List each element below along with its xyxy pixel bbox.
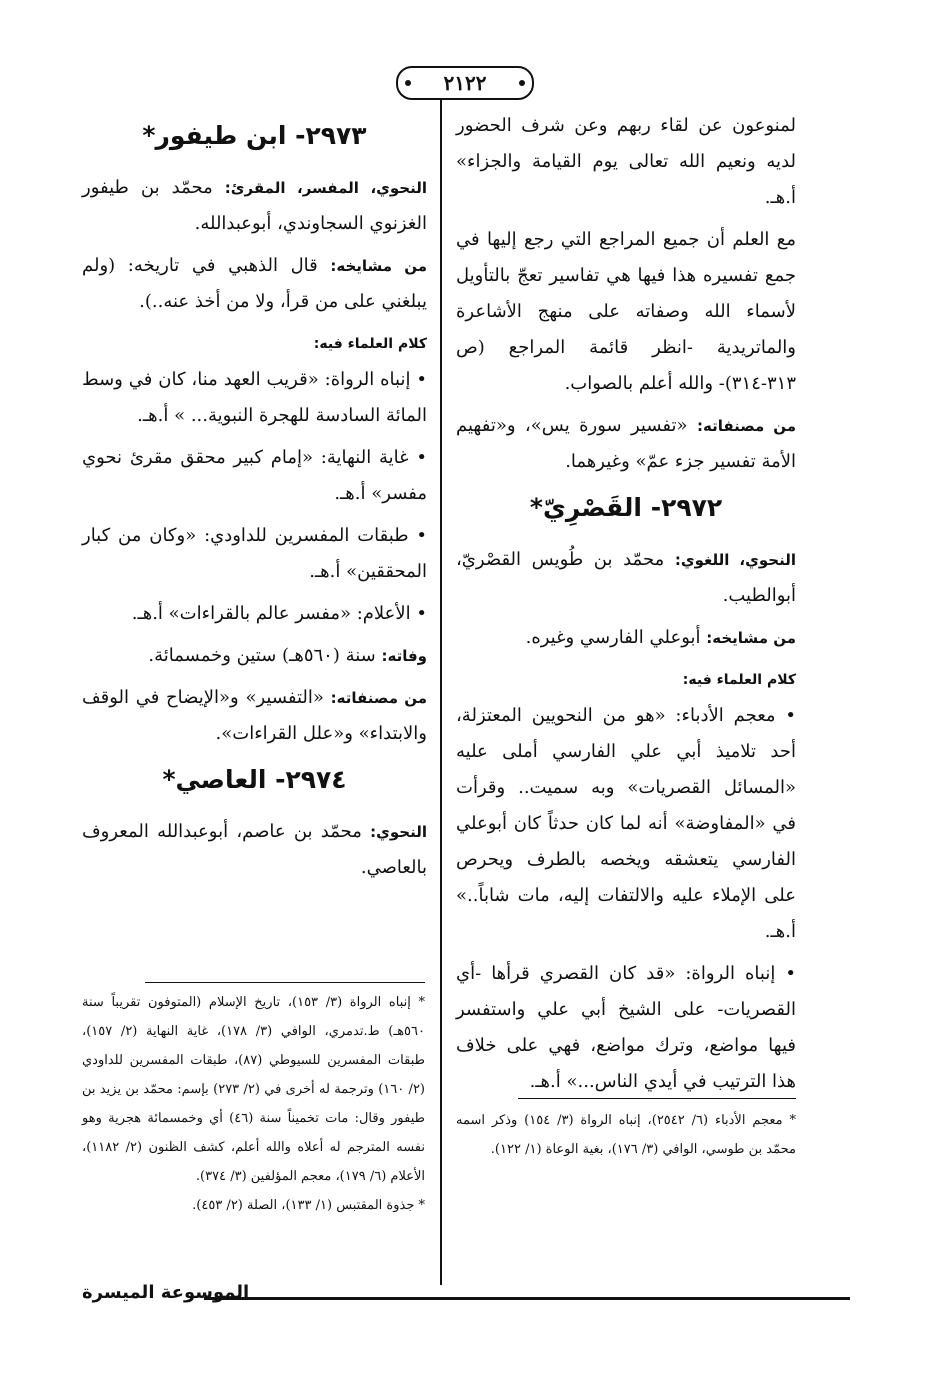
- entry-paragraph: [82, 170, 427, 242]
- label: من مشايخه:: [330, 257, 427, 275]
- text: محمّد بن طيفور الغزنوي السجاوندي، أبوعبدالله.: [82, 177, 427, 234]
- page-number: ٢١٢٢: [396, 66, 534, 100]
- entry-paragraph: [82, 248, 427, 320]
- quote-paragraph: • إنباه الرواة: «قد كان القصري قرأها -أي القصريات- على الشيخ أبي علي واستفسر فيها مواضع، وترك مواضع، فهي على خلاف هذا الترتيب في أيدي الناس...» أ.هـ.: [456, 963, 796, 1092]
- footnote-rule: [145, 982, 425, 983]
- entry-paragraph: [82, 638, 427, 674]
- works-paragraph: [456, 408, 796, 480]
- quote-paragraph: • معجم الأدباء: «هو من النحويين المعتزلة، أحد تلاميذ أبي علي الفارسي أملى عليه «المسائل القصريات» وبه سميت.. وقرأت في «المفاوضة» أنه لما كان حدثاً كان أبوعلي الفارسي يتعشقه ويخصه بالطرف ويحرص على الإملاء عليه والالتفات إليه، مات شاباً..» أ.هـ.: [456, 705, 796, 942]
- text: أبوعلي الفارسي وغيره.: [525, 627, 701, 648]
- left-column: [82, 108, 427, 892]
- label: النحوي، اللغوي:: [674, 551, 796, 569]
- footnote: * معجم الأدباء (٦/ ٢٥٤٢)، إنباه الرواة (٣/ ١٥٤) وذكر اسمه محمّد بن طوسي، الوافي (٣/ ١٧٦)، بغية الوعاة (١/ ١٢٢).: [456, 1113, 796, 1157]
- footnote: * إنباه الرواة (٣/ ١٥٣)، تاريخ الإسلام (المتوفون تقريباً سنة ٥٦٠هـ) ط.تدمري، الوافي (٣/ ١٧٨)، غاية النهاية (٢/ ١٥٧)، طبقات المفسرين للسيوطي (٨٧)، طبقات المفسرين للداودي (٢/ ١٦٠) وترجمة له أخرى في (٢/ ٢٧٣) بإسم: محمّد بن يزيد بن طيفور وقال: مات تخميناً سنة (٤٦) أي وخمسمائة هجرية وهو نفسه المترجم له أعلاه والله أعلم، كشف الظنون (٢/ ١١٨٢)، الأعلام (٦/ ١٧٩)، معجم المؤلفين (٣/ ٣٧٤).: [82, 995, 426, 1184]
- quote-paragraph: • إنباه الرواة: «قريب العهد منا، كان في وسط المائة السادسة للهجرة النبوية... » أ.هـ.: [82, 369, 427, 426]
- right-column: [456, 108, 796, 1106]
- label: من مصنفاته:: [330, 689, 427, 707]
- label: من مشايخه:: [706, 629, 796, 647]
- entry-title: ٢٩٧٣- ابن طيفور*: [142, 121, 367, 150]
- section-heading: كلام العلماء فيه:: [682, 672, 796, 688]
- text: قال الذهبي في تاريخه: (ولم يبلغني على من قرأ، ولا من أخذ عنه..).: [82, 255, 427, 312]
- entry-title: ٢٩٧٤- العاصي*: [162, 765, 347, 794]
- quote-paragraph: • الأعلام: «مفسر عالم بالقراءات» أ.هـ.: [131, 603, 427, 624]
- footnotes-left: [82, 988, 425, 1220]
- text: «التفسير» و«الإيضاح في الوقف والابتداء» و«علل القراءات».: [82, 687, 427, 744]
- entry-title: ٢٩٧٢- القَصْرِيّ*: [529, 493, 723, 522]
- text: سنة (٥٦٠هـ) ستين وخمسمائة.: [148, 645, 376, 666]
- column-divider: [440, 100, 442, 1285]
- footnote-rule: [518, 1098, 796, 1099]
- text: محمّد بن طُويس القصْريّ، أبوالطيب.: [456, 549, 796, 606]
- footer-book-title: الموسوعة الميسرة: [82, 1282, 250, 1303]
- text: محمّد بن عاصم، أبوعبدالله المعروف بالعاصي.: [82, 821, 427, 878]
- text: «تفسير سورة يس»، و«تفهيم الأمة تفسير جزء عمّ» وغيرهما.: [456, 415, 796, 472]
- section-heading: كلام العلماء فيه:: [313, 336, 427, 352]
- quote-paragraph: • طبقات المفسرين للداودي: «وكان من كبار المحققين» أ.هـ.: [82, 525, 427, 582]
- footer-rule: [204, 1297, 850, 1300]
- label: وفاته:: [381, 647, 427, 665]
- paragraph: لمنوعون عن لقاء ربهم وعن شرف الحضور لديه ونعيم الله تعالى يوم القيامة والجزاء» أ.هـ.: [456, 115, 796, 208]
- label: النحوي، المفسر، المقرئ:: [224, 179, 427, 197]
- entry-paragraph: [82, 680, 427, 752]
- footnotes-right: [456, 1106, 796, 1164]
- footnote: * جذوة المقتبس (١/ ١٣٣)، الصلة (٢/ ٤٥٣).: [192, 1198, 425, 1213]
- label: من مصنفاته:: [696, 417, 796, 435]
- label: النحوي:: [370, 823, 427, 841]
- entry-paragraph: [456, 542, 796, 614]
- entry-paragraph: [82, 814, 427, 886]
- quote-paragraph: • غاية النهاية: «إمام كبير محقق مقرئ نحوي مفسر» أ.هـ.: [82, 447, 427, 504]
- entry-paragraph: [456, 620, 796, 656]
- paragraph: مع العلم أن جميع المراجع التي رجع إليها في جمع تفسيره هذا فيها هي تفاسير تعجّ بالتأويل لأسماء الله وصفاته على منهج الأشاعرة والماتريدية -انظر قائمة المراجع (ص ٣١٣-٣١٤)- والله أعلم بالصواب.: [456, 229, 796, 394]
